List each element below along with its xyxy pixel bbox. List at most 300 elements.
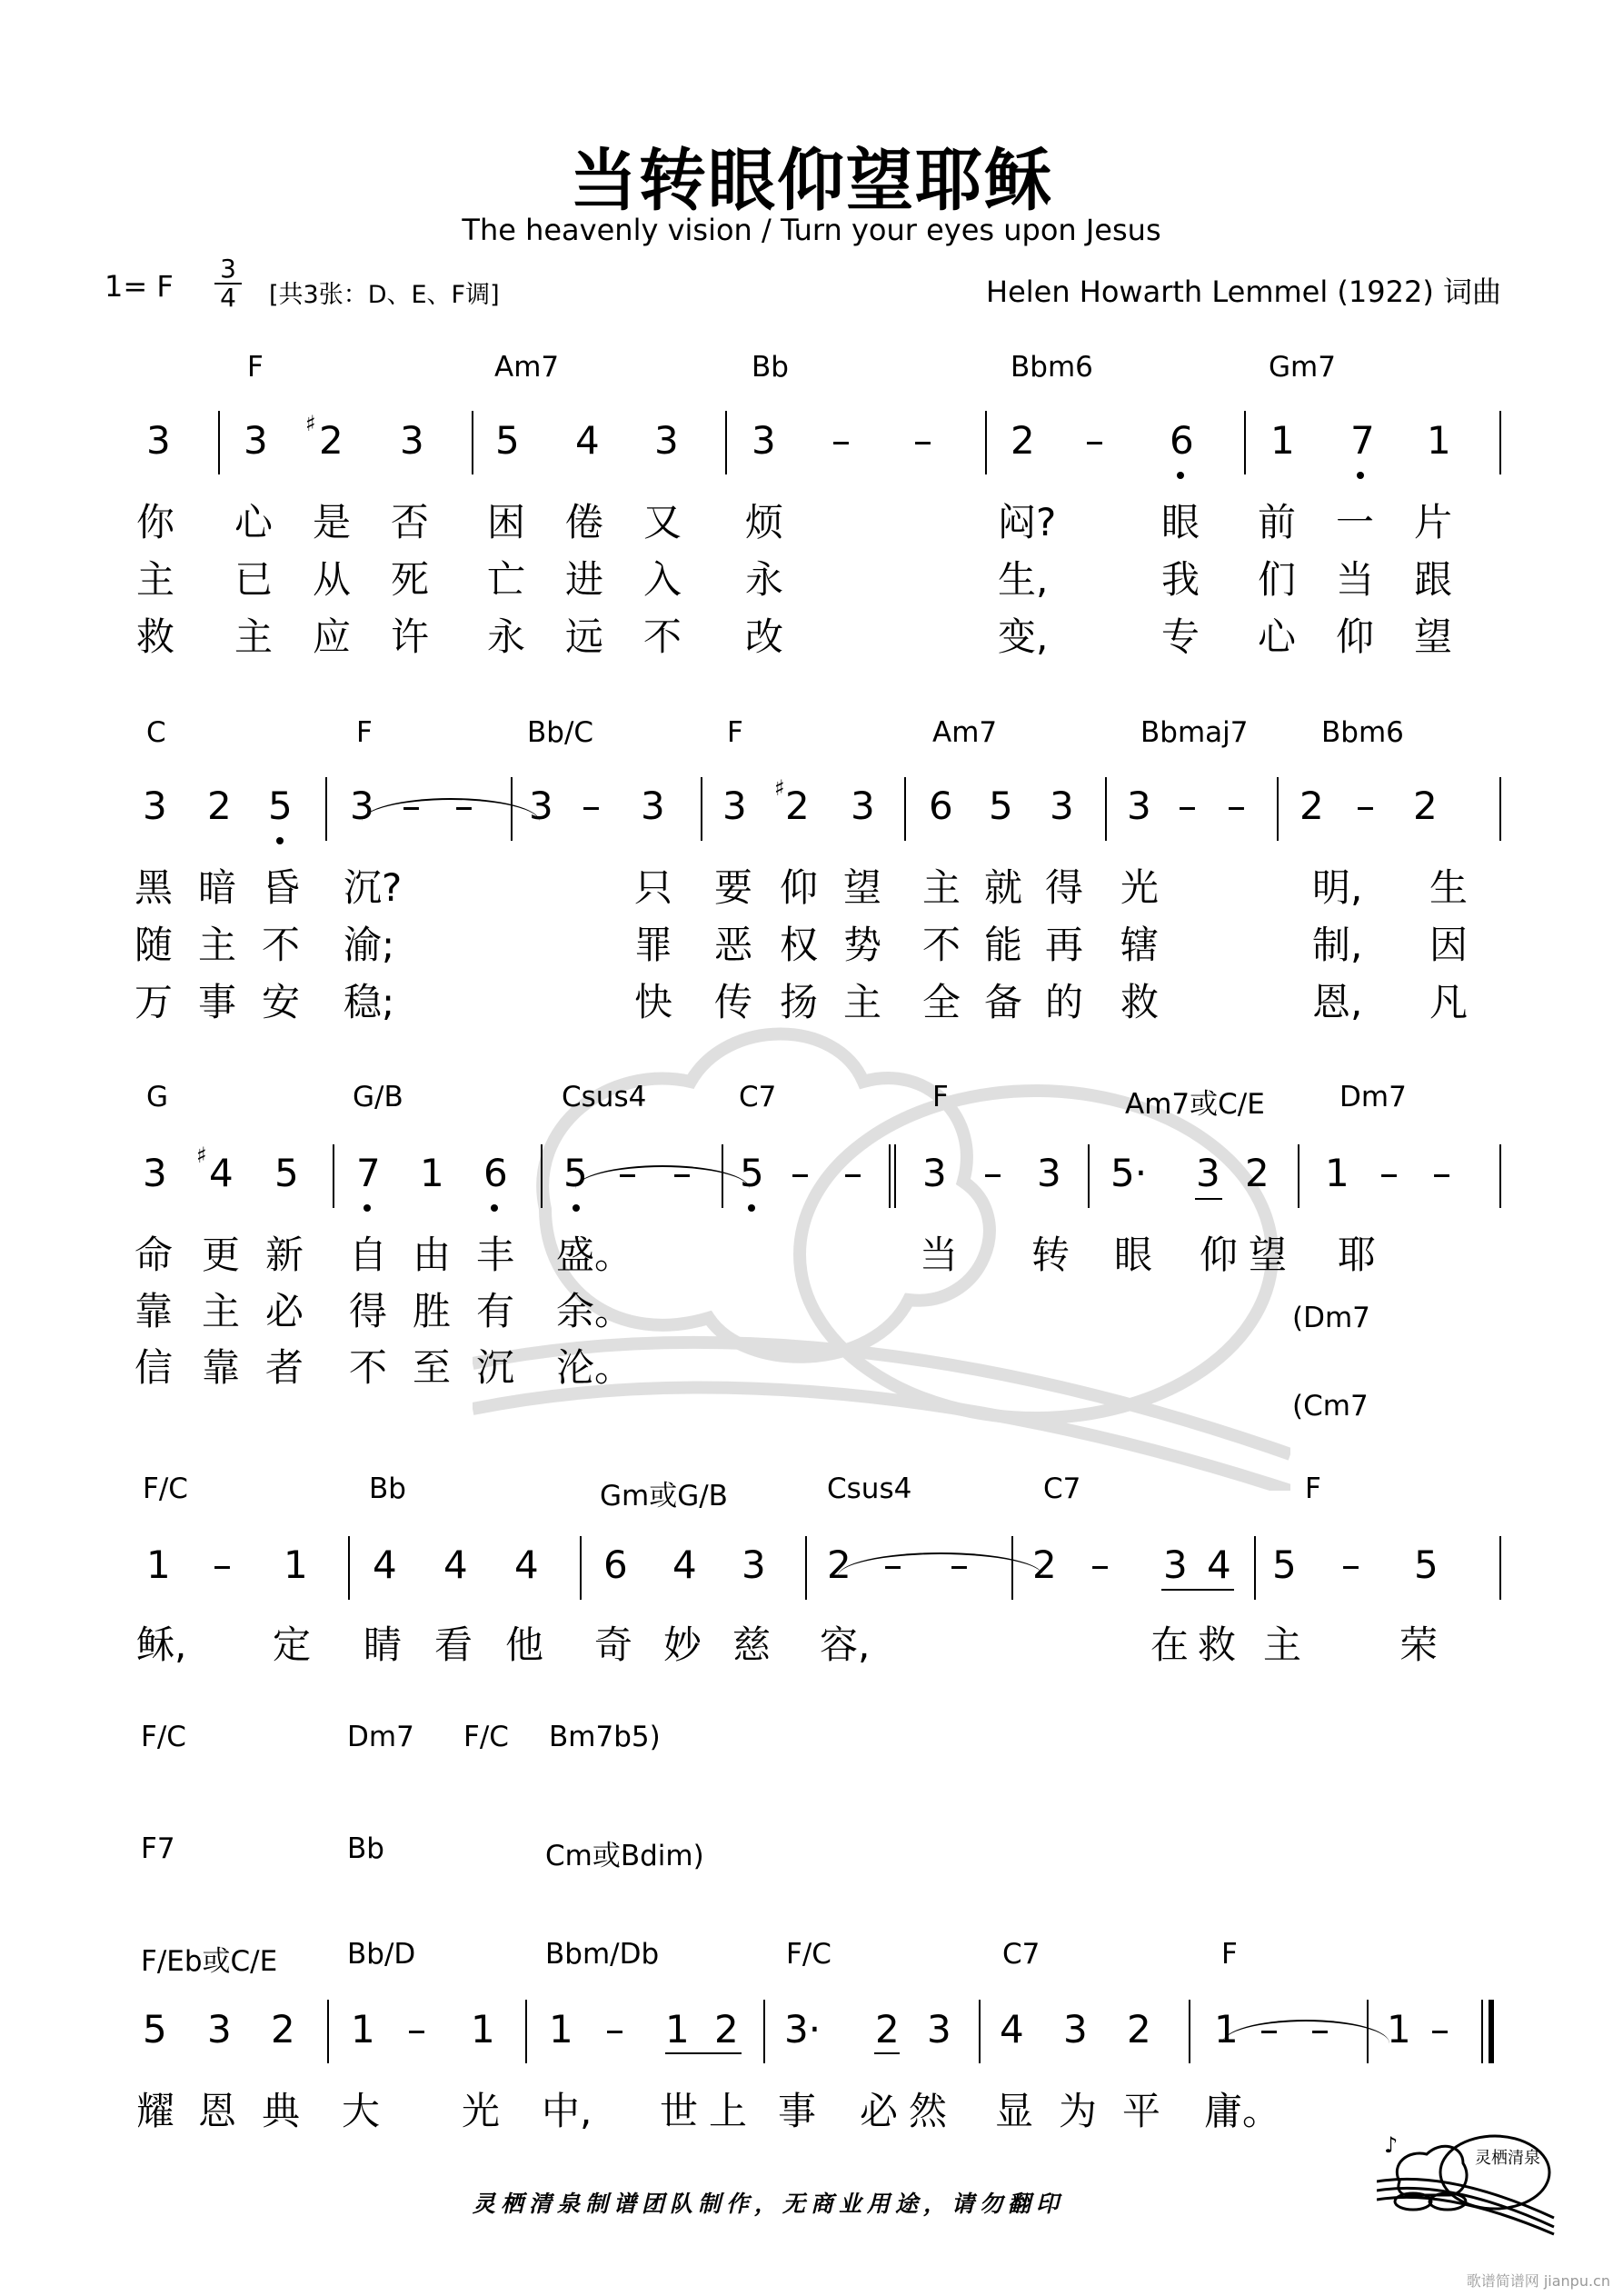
lyric: 命: [134, 1233, 174, 1277]
chord: C7: [1002, 1938, 1041, 1971]
lyric: 就: [984, 865, 1023, 910]
lyric: 安: [262, 980, 301, 1024]
subtitle: The heavenly vision / Turn your eyes upon Jesus: [462, 213, 1161, 247]
note: 3: [641, 784, 665, 828]
lyric: 大: [342, 2089, 381, 2133]
note: 3: [529, 784, 553, 828]
eighth-underline: [874, 2052, 900, 2054]
lyric: 上: [709, 2089, 748, 2133]
lyric: 烦: [745, 500, 784, 544]
barline: [580, 1536, 582, 1600]
lyric: 心: [1258, 614, 1297, 659]
barline: [805, 1536, 807, 1600]
lyric: 自: [349, 1233, 388, 1277]
lyric: 不: [262, 923, 301, 967]
note: 3: [1196, 1151, 1220, 1195]
chord: G: [146, 1081, 169, 1113]
note: 3: [1050, 784, 1074, 828]
barline: [904, 777, 906, 841]
lyric: 明,: [1312, 865, 1363, 910]
barline: [1499, 1536, 1501, 1600]
alt-chord: Cm或Bdim): [545, 1840, 704, 1872]
note: 1: [1387, 2007, 1411, 2051]
lyric: 跟: [1414, 557, 1453, 602]
note: 6: [603, 1542, 628, 1587]
note: 4: [443, 1542, 468, 1587]
lyric: 稳;: [344, 980, 395, 1024]
time-signature: [214, 256, 242, 311]
note: 5·: [1110, 1151, 1148, 1195]
lyric: 至: [413, 1345, 452, 1390]
lyric: 又: [643, 500, 682, 544]
note: 2: [1011, 418, 1035, 463]
dash: –: [1227, 784, 1246, 828]
lyric: 黑: [134, 865, 174, 910]
lyric: 因: [1429, 923, 1469, 967]
lyric: 只: [634, 865, 673, 910]
dash: –: [454, 784, 473, 828]
note: 2: [785, 784, 810, 828]
note: 3: [927, 2007, 951, 2051]
barline: [541, 1144, 543, 1208]
alt-chord: F7: [141, 1832, 175, 1865]
lyric: 不: [643, 614, 682, 659]
dash: –: [983, 1151, 1002, 1195]
lyric: 容,: [820, 1622, 871, 1667]
lyric: 慈: [732, 1622, 772, 1667]
lyric: 主: [234, 614, 274, 659]
lyric: 变,: [998, 614, 1049, 659]
alt-chord: Bb: [347, 1832, 384, 1865]
lyric: 恩,: [1312, 980, 1363, 1024]
note: 3: [722, 784, 747, 828]
lyric: 事: [778, 2089, 817, 2133]
lyric: 生,: [998, 557, 1049, 602]
sharp-icon: ♯: [305, 411, 316, 436]
note: 3: [1037, 1151, 1061, 1195]
low-octave-dot: [573, 1204, 580, 1212]
alt-chord: Dm7: [347, 1721, 414, 1753]
dash: –: [1379, 1151, 1399, 1195]
lyric: 眼: [1114, 1233, 1153, 1277]
dash: –: [913, 418, 932, 463]
lyric: 应: [313, 614, 352, 659]
barline: [218, 411, 220, 474]
lyric: 睛: [363, 1622, 403, 1667]
barline: [472, 411, 473, 474]
note: 3: [851, 784, 875, 828]
note: 4: [575, 418, 600, 463]
lyric: 耶: [1338, 1233, 1377, 1277]
note: 1: [1325, 1151, 1349, 1195]
barline: [325, 777, 327, 841]
barline: [763, 2000, 765, 2063]
note: 3: [742, 1542, 766, 1587]
lyric: 主: [136, 557, 175, 602]
lyric: 权: [780, 923, 819, 967]
note: 2: [1032, 1542, 1057, 1587]
barline: [1011, 1536, 1013, 1600]
page-title: 当转眼仰望耶稣: [570, 142, 1053, 220]
tie: [1222, 2020, 1389, 2043]
lyric: 沉?: [344, 865, 403, 910]
dash: –: [213, 1542, 232, 1587]
lyric: 许: [391, 614, 430, 659]
note: 3: [143, 1151, 167, 1195]
chord: F: [727, 716, 743, 749]
chord: F: [356, 716, 373, 749]
dash: –: [1341, 1542, 1360, 1587]
note: 1: [1270, 418, 1295, 463]
lyric: 一: [1336, 500, 1375, 544]
sharp-icon: ♯: [774, 775, 785, 801]
note: 1: [1214, 2007, 1239, 2051]
barline: [1367, 2000, 1369, 2063]
note: 4: [1000, 2007, 1024, 2051]
chord: Am7: [932, 716, 998, 749]
dash: –: [582, 784, 601, 828]
sharp-icon: ♯: [196, 1143, 207, 1168]
chord: Gm或G/B: [600, 1480, 728, 1512]
lyric: 心: [234, 500, 274, 544]
note: 2: [1127, 2007, 1151, 2051]
lyric: 望: [843, 865, 882, 910]
barline: [348, 1536, 350, 1600]
note: 2: [1299, 784, 1324, 828]
lyric: 要: [714, 865, 753, 910]
note: 3: [654, 418, 679, 463]
eighth-underline: [665, 2052, 742, 2054]
final-barline: [1481, 2000, 1494, 2063]
note: 1: [1427, 418, 1451, 463]
time-signature-bottom: 4: [220, 283, 236, 313]
lyric: 世: [660, 2089, 699, 2133]
note: 5: [1414, 1542, 1439, 1587]
note: 3: [1127, 784, 1151, 828]
lyric: 的: [1045, 980, 1084, 1024]
chord: Bbm6: [1321, 716, 1404, 749]
barline: [327, 2000, 329, 2063]
lyric: 为: [1059, 2089, 1098, 2133]
lyric: 备: [984, 980, 1023, 1024]
note: 4: [1207, 1542, 1231, 1587]
lyric: 在: [1150, 1622, 1190, 1667]
barline: [1298, 1144, 1299, 1208]
note: 3·: [784, 2007, 821, 2051]
chord: F/Eb或C/E: [141, 1945, 278, 1978]
chord: Bbm6: [1011, 351, 1093, 384]
lyric: 者: [265, 1345, 304, 1390]
lyric: 耀: [136, 2089, 175, 2133]
lyric: 盛。: [556, 1233, 633, 1277]
dash: –: [1178, 784, 1197, 828]
lyric: 救: [136, 614, 175, 659]
low-octave-dot: [748, 1204, 755, 1212]
lyric: 中,: [542, 2089, 592, 2133]
chord: Bb: [369, 1472, 406, 1505]
lyric: 主: [198, 923, 237, 967]
lyric: 渝;: [344, 923, 395, 967]
note: 2: [875, 2007, 900, 2051]
lyric: 靠: [134, 1289, 174, 1333]
sheep-logo-icon: [1377, 2127, 1558, 2236]
chord: Bbmaj7: [1140, 716, 1249, 749]
lyric: 昏: [262, 865, 301, 910]
lyric: 罪: [634, 923, 673, 967]
lyric: 荣: [1399, 1622, 1439, 1667]
note: 4: [672, 1542, 697, 1587]
alt-chord: (Dm7: [1292, 1302, 1370, 1334]
lyric: 得: [349, 1289, 388, 1333]
lyric: 全: [922, 980, 961, 1024]
note: 2: [714, 2007, 739, 2051]
dash: –: [605, 2007, 624, 2051]
dash: –: [1430, 2007, 1449, 2051]
lyric: 然: [909, 2089, 948, 2133]
lyric: 仰: [780, 865, 819, 910]
lyric: 永: [487, 614, 526, 659]
lyric: 不: [922, 923, 961, 967]
lyric: 凡: [1429, 980, 1469, 1024]
note: 3: [244, 418, 268, 463]
lyric: 必: [265, 1289, 304, 1333]
lyric: 不: [349, 1345, 388, 1390]
dash: –: [1090, 1542, 1110, 1587]
lyric: 主: [843, 980, 882, 1024]
barline: [979, 2000, 981, 2063]
note: 1: [665, 2007, 690, 2051]
note: 5: [1272, 1542, 1297, 1587]
composer-credit: Helen Howarth Lemmel (1922) 词曲: [986, 275, 1501, 309]
note: 5: [495, 418, 520, 463]
note: 7: [356, 1151, 381, 1195]
chord: Bbm/Db: [545, 1938, 660, 1971]
dash: –: [831, 418, 851, 463]
lyric: 死: [391, 557, 430, 602]
alt-chord: F/C: [141, 1721, 186, 1753]
lyric: 们: [1258, 557, 1297, 602]
lyric: 你: [136, 500, 175, 544]
note: 3: [146, 418, 171, 463]
double-barline: [889, 1144, 896, 1208]
lyric: 沦。: [556, 1345, 633, 1390]
note: 3: [1063, 2007, 1088, 2051]
lyric: 新: [265, 1233, 304, 1277]
chord: C7: [1043, 1472, 1081, 1505]
lyric: 主: [202, 1289, 241, 1333]
note: 5: [740, 1151, 764, 1195]
eighth-underline: [1161, 1589, 1234, 1591]
barline: [722, 1144, 723, 1208]
lyric: 是: [313, 500, 352, 544]
lyric: 仰: [1200, 1233, 1239, 1277]
barline: [1088, 1144, 1090, 1208]
lyric: 救: [1120, 980, 1160, 1024]
note: 3: [922, 1151, 947, 1195]
lyric: 前: [1258, 500, 1297, 544]
lyric: 我: [1161, 557, 1200, 602]
chord: F/C: [143, 1472, 188, 1505]
lyric: 转: [1031, 1233, 1070, 1277]
lyric: 主: [1263, 1622, 1302, 1667]
lyric: 妙: [663, 1622, 702, 1667]
lyric: 困: [487, 500, 526, 544]
dash: –: [407, 2007, 426, 2051]
dash: –: [1432, 1151, 1451, 1195]
note: 1: [284, 1542, 308, 1587]
barline: [1499, 1144, 1501, 1208]
key-note: [共3张：D、E、F调]: [269, 281, 500, 309]
lyric: 永: [745, 557, 784, 602]
lyric: 信: [134, 1345, 174, 1390]
site-watermark: 歌谱简谱网 jianpu.cn: [1466, 2272, 1610, 2290]
note: 7: [1350, 418, 1375, 463]
lyric: 仰: [1336, 614, 1375, 659]
lyric: 恶: [714, 923, 753, 967]
lyric: 定: [273, 1622, 312, 1667]
lyric: 沉: [476, 1345, 515, 1390]
lyric: 看: [434, 1622, 473, 1667]
barline: [1244, 411, 1246, 474]
barline: [333, 1144, 334, 1208]
lyric: 更: [202, 1233, 241, 1277]
lyric: 势: [843, 923, 882, 967]
lyric: 制,: [1312, 923, 1363, 967]
chord: Csus4: [827, 1472, 912, 1505]
chord: Bb/D: [347, 1938, 416, 1971]
lyric: 他: [505, 1622, 544, 1667]
lyric: 典: [262, 2089, 301, 2133]
dash: –: [950, 1542, 969, 1587]
note: 5: [563, 1151, 588, 1195]
logo-text: 灵栖清泉: [1475, 2149, 1540, 2168]
dash: –: [843, 1151, 862, 1195]
note: 2: [1413, 784, 1438, 828]
lyric: 暗: [198, 865, 237, 910]
lyric: 入: [643, 557, 682, 602]
lyric: 稣,: [136, 1622, 187, 1667]
barline: [1499, 777, 1501, 841]
note: 1: [471, 2007, 495, 2051]
lyric: 恩: [198, 2089, 237, 2133]
chord: F: [1305, 1472, 1321, 1505]
tie: [362, 798, 540, 822]
low-octave-dot: [276, 837, 284, 844]
chord: G/B: [353, 1081, 403, 1113]
barline: [985, 411, 987, 474]
note: 6: [929, 784, 953, 828]
chord: Csus4: [562, 1081, 647, 1113]
lyric: 再: [1045, 923, 1084, 967]
note: 2: [207, 784, 232, 828]
lyric: 胜: [413, 1289, 452, 1333]
lyric: 生: [1429, 865, 1469, 910]
note: 3: [350, 784, 374, 828]
dash: –: [1310, 2007, 1329, 2051]
note: 2: [271, 2007, 295, 2051]
lyric: 有: [476, 1289, 515, 1333]
note: 1: [146, 1542, 171, 1587]
chord: Am7或C/E: [1125, 1088, 1265, 1121]
dash: –: [618, 1151, 637, 1195]
chord: F: [247, 351, 264, 384]
note: 3: [207, 2007, 232, 2051]
chord: F/C: [786, 1938, 831, 1971]
lyric: 得: [1045, 865, 1084, 910]
note: 6: [1170, 418, 1194, 463]
low-octave-dot: [491, 1204, 498, 1212]
lyric: 能: [984, 923, 1023, 967]
chord: C7: [739, 1081, 777, 1113]
lyric: 光: [1120, 865, 1160, 910]
note: 3: [143, 784, 167, 828]
lyric: 靠: [202, 1345, 241, 1390]
barline: [1189, 2000, 1190, 2063]
lyric: 随: [134, 923, 174, 967]
alt-chord: Bm7b5): [549, 1721, 661, 1753]
lyric: 亡: [487, 557, 526, 602]
barline: [725, 411, 727, 474]
note: 5: [143, 2007, 167, 2051]
lyric: 已: [234, 557, 274, 602]
lyric: 事: [198, 980, 237, 1024]
lyric: 余。: [556, 1289, 633, 1333]
dash: –: [1260, 2007, 1279, 2051]
lyric: 当: [1336, 557, 1375, 602]
dash: –: [1085, 418, 1104, 463]
svg-text:♪: ♪: [1384, 2132, 1399, 2158]
eighth-underline: [1195, 1198, 1222, 1200]
lyric: 进: [565, 557, 604, 602]
note: 5: [268, 784, 293, 828]
dash: –: [883, 1542, 902, 1587]
dash: –: [1356, 784, 1375, 828]
low-octave-dot: [363, 1204, 371, 1212]
note: 3: [752, 418, 776, 463]
dash: –: [402, 784, 421, 828]
alt-chord: (Cm7: [1292, 1390, 1369, 1423]
time-signature-top: 3: [220, 254, 236, 284]
note: 3: [400, 418, 424, 463]
lyric: 否: [391, 500, 430, 544]
lyric: 辖: [1120, 923, 1160, 967]
note: 4: [373, 1542, 397, 1587]
low-octave-dot: [1357, 472, 1364, 479]
dash: –: [672, 1151, 692, 1195]
lyric: 光: [462, 2089, 501, 2133]
barline: [525, 2000, 527, 2063]
chord: F: [1221, 1938, 1238, 1971]
chord: Bb/C: [527, 716, 594, 749]
lyric: 平: [1122, 2089, 1161, 2133]
note: 5: [989, 784, 1013, 828]
low-octave-dot: [1177, 472, 1184, 479]
lyric: 专: [1161, 614, 1200, 659]
lyric: 必: [860, 2089, 899, 2133]
lyric: 快: [634, 980, 673, 1024]
chord: Am7: [494, 351, 560, 384]
lyric: 奇: [594, 1622, 633, 1667]
chord: C: [146, 716, 166, 749]
barline: [511, 777, 513, 841]
chord: F: [932, 1081, 949, 1113]
note: 4: [514, 1542, 539, 1587]
note: 6: [483, 1151, 508, 1195]
lyric: 当: [920, 1233, 959, 1277]
lyric: 倦: [565, 500, 604, 544]
lyric: 万: [134, 980, 174, 1024]
note: 2: [319, 418, 344, 463]
